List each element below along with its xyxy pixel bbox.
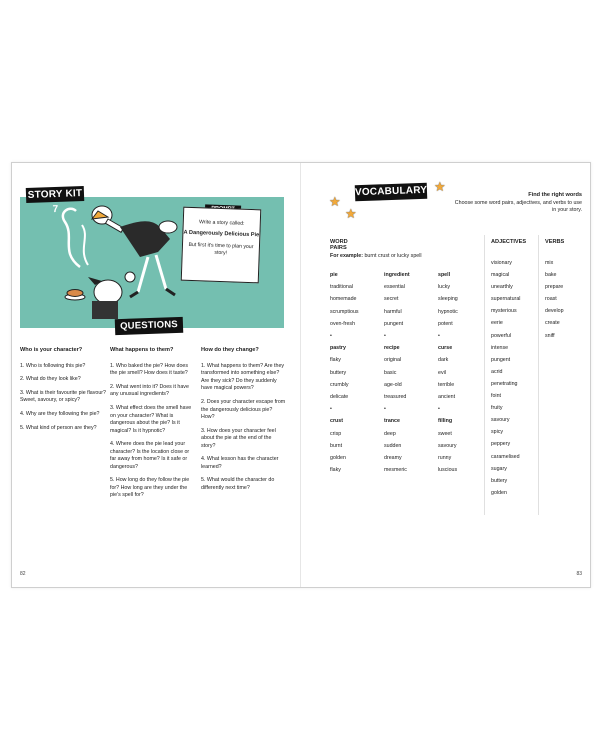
word-pair-column [330,269,384,476]
question-item: 4. Why are they following the pie? [20,411,100,417]
adjective-item: eerie [491,320,503,327]
word-pair-item: ancient [438,394,456,401]
word-pair-item: flaky [330,467,341,474]
example-label: For example: [330,253,363,259]
adjective-item: unearthly [491,284,513,291]
word-pair-item: filling [438,418,453,425]
left-page [12,163,301,587]
word-pair-item: harmful [384,308,402,315]
word-pair-item: ingredient [384,272,410,278]
adjective-item: supernatural [491,296,521,303]
word-pair-item: delicate [330,394,349,401]
question-item: 2. Does your character escape from the dangerously delicious pie? How? [201,399,286,421]
adjective-item: sugary [491,465,507,472]
bullet-divider: • [384,406,386,413]
bullet-divider: • [330,333,332,340]
word-pair-item: sudden [384,442,402,449]
adjectives-heading: ADJECTIVES [491,239,527,245]
adjective-item: intense [491,344,509,351]
word-pair-item: secret [384,296,399,303]
word-pair-item: sweet [438,430,452,437]
word-pair-item: oven-fresh [330,320,356,327]
prompt-outro: But first it's time to plan your story! [188,241,254,257]
verbs-list [545,257,564,342]
word-pair-item: terrible [438,381,455,388]
verb-item: prepare [545,284,564,291]
question-item: 5. How long do they follow the pie for? How long are they under the pie's spell for? [110,477,190,499]
story-kit-banner: STORY KIT 7 [26,186,84,203]
adjective-item: foint [491,393,502,400]
adjective-item: visionary [491,260,512,266]
adjective-item: penetrating [491,380,518,387]
word-pair-item: original [384,357,402,364]
adjective-item: peppery [491,441,511,448]
adjective-item: buttery [491,477,508,484]
word-pair-item: flaky [330,357,341,364]
verb-item: roast [545,296,557,303]
vocabulary-banner: VOCABULARY [355,183,428,202]
question-item: 2. What do they look like? [20,376,81,383]
word-pair-item: homemade [330,296,357,303]
word-pair-item: luscious [438,467,458,474]
question-item: 2. What went into it? Does it have any unusual ingredients? [110,383,189,398]
word-pair-item: buttery [330,369,347,376]
question-item: 1. Who baked the pie? How does the pie smell? How does it taste? [110,362,189,377]
star-icon: ★ [434,179,446,194]
adjectives-list [491,257,520,499]
star-icon: ★ [345,206,357,221]
adjective-item: acrid [491,368,503,375]
word-pair-item: basic [384,369,397,376]
example-text: burnt crust or lucky spell [364,253,422,259]
verbs-heading: VERBS [545,239,565,245]
find-words-header [452,192,582,214]
question-item: 3. What effect does the smell have on your character? What is dangerous about the pie? Is it magical? Is it hypnotic? [110,405,192,434]
bullet-divider: • [330,406,332,413]
star-icon: ★ [329,194,341,209]
word-pair-item: pungent [384,320,404,327]
adjective-item: powerful [491,332,512,339]
word-pair-item: crumbly [330,381,349,388]
word-pair-item: recipe [384,345,400,352]
question-item: 3. What is their favourite pie flavour? Sweet, savoury, or spicy? [20,389,106,404]
page-number-left: 82 [20,571,26,577]
question-heading: What happens to them? [110,347,174,353]
word-pair-item: crisp [330,430,342,437]
bullet-divider: • [438,333,440,340]
question-item: 5. What kind of person are they? [20,424,97,431]
questions-banner: QUESTIONS [115,317,184,335]
word-pair-item: trance [384,418,400,425]
question-heading: Who is your character? [20,347,83,353]
verb-item: sniff [545,332,555,339]
adjective-item: pungent [491,356,511,363]
word-pair-item: essential [384,284,405,291]
adjective-item: golden [491,489,507,496]
word-pair-item: dark [438,357,449,364]
bullet-divider: • [438,406,440,413]
prompt-card [181,207,262,284]
prompt-intro: Write a story called: [198,219,245,227]
adjective-item: caramelised [491,453,520,460]
word-pair-item: hypnotic [438,308,458,315]
word-pairs-example [330,253,490,259]
bullet-divider: • [384,333,386,340]
column-divider [484,235,485,515]
find-title: Find the right words [528,192,582,198]
verb-item: mix [545,260,554,266]
page-number-right: 83 [576,571,582,577]
question-item: 1. What happens to them? Are they transformed into something else? Are they sick? Do they suddenly have magical powers? [201,362,285,392]
word-pair-item: burnt [330,442,343,449]
word-pair-item: scrumptious [330,308,359,315]
word-pair-column [384,269,438,476]
verb-item: bake [545,272,557,279]
word-pair-item: savoury [438,442,457,449]
word-pair-item: age-old [384,381,402,388]
adjective-item: fruity [491,405,503,412]
question-item: 4. Where does the pie lead your character? Is the location close or far away from home? Is it safe or dangerous? [110,441,190,470]
column-divider [538,235,539,515]
prompt-title: A Dangerously Delicious Pie [183,229,260,239]
right-page [301,163,590,587]
word-pair-item: dreamy [384,455,402,462]
word-pair-item: potent [438,320,453,327]
word-pair-item: lucky [438,284,451,291]
adjective-item: spicy [491,429,504,436]
question-item: 1. Who is following this pie? [20,362,86,369]
question-column-character [20,347,106,438]
adjective-item: savoury [491,417,510,424]
book-spread [11,162,591,588]
question-heading: How do they change? [201,347,259,353]
word-pair-item: treasured [384,394,407,401]
word-pairs-heading: WORD PAIRS [330,239,348,251]
word-pair-item: evil [438,369,446,376]
word-pair-item: traditional [330,284,353,291]
word-pair-item: crust [330,418,343,425]
word-pair-item: golden [330,455,346,462]
word-pair-item: deep [384,430,396,437]
word-pair-item: pie [330,272,338,278]
find-text: Choose some word pairs, adjectives, and verbs to use in your story. [454,199,582,213]
question-item: 4. What lesson has the character learned? [201,456,279,470]
word-pair-item: curse [438,345,453,352]
word-pair-item: spell [438,272,451,278]
adjective-item: mysterious [491,308,517,315]
question-column-happens [110,347,196,506]
word-pair-item: runny [438,455,452,462]
word-pair-item: pastry [330,345,346,352]
adjective-item: magical [491,272,510,279]
question-item: 3. How does your character feel about the pie at the end of the story? [201,427,276,449]
verb-item: develop [545,308,564,315]
word-pair-item: mesmeric [384,467,407,474]
question-column-change [201,347,287,498]
word-pair-item: sleeping [438,296,458,303]
question-item: 5. What would the character do differently next time? [201,477,275,491]
verb-item: create [545,320,560,327]
